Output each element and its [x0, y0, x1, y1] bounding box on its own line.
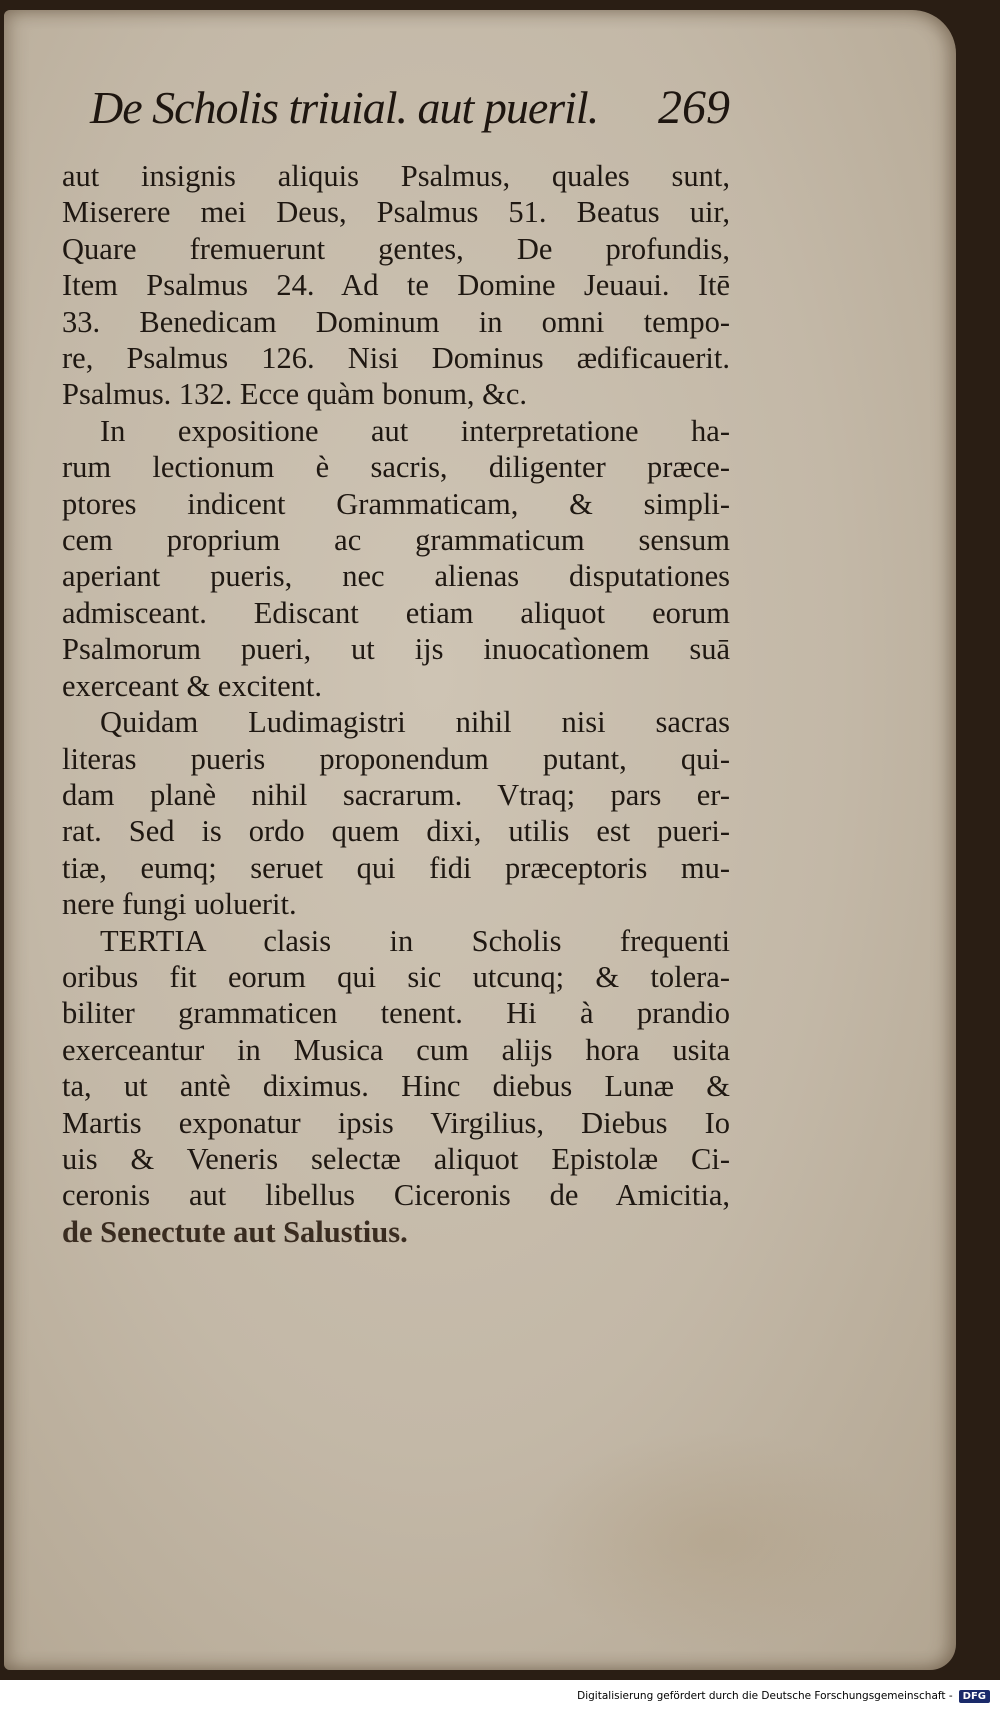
text-line: Quidam Ludimagistri nihil nisi sacras: [100, 705, 730, 740]
text-line: biliter grammaticen tenent. Hi à prandio: [62, 996, 730, 1031]
text-line: Quare fremuerunt gentes, De profundis,: [62, 231, 730, 266]
text-line: tiæ, eumq; seruet qui fidi præceptoris mu-: [62, 850, 730, 885]
running-title: De Scholis triuial. aut pueril.: [90, 82, 599, 133]
text-line: Psalmorum pueri, ut ijs inuocatìonem suā: [62, 632, 730, 667]
text-line: admisceant. Ediscant etiam aliquot eorum: [62, 595, 730, 630]
text-line: TERTIA clasis in Scholis frequenti: [100, 923, 730, 958]
page-number: 269: [658, 81, 730, 134]
text-line: nere fungi uoluerit.: [62, 887, 297, 922]
text-line: Miserere mei Deus, Psalmus 51. Beatus uir,: [62, 195, 730, 230]
digitization-footer: [0, 1682, 1000, 1710]
text-line: ceronis aut libellus Ciceronis de Amicitia,: [62, 1178, 730, 1213]
text-line: aut insignis aliquis Psalmus, quales sunt,: [62, 159, 730, 193]
text-line: aperiant pueris, nec alienas disputationes: [62, 559, 730, 594]
text-line: In expositione aut interpretatione ha-: [100, 413, 730, 448]
funding-notice: Digitalisierung gefördert durch die Deutsche Forschungsgemeinschaft -: [577, 1690, 953, 1702]
text-line: rum lectionum è sacris, diligenter præce-: [62, 450, 730, 485]
text-line: rat. Sed is ordo quem dixi, utilis est pueri-: [62, 814, 730, 849]
body-text: [62, 158, 730, 1250]
text-line: 33. Benedicam Dominum in omni tempo-: [62, 304, 730, 339]
text-line: oribus fit eorum qui sic utcunq; & tolera-: [62, 959, 730, 994]
text-line: re, Psalmus 126. Nisi Dominus ædificauerit.: [62, 341, 730, 376]
text-line: Item Psalmus 24. Ad te Domine Jeuaui. Itē: [62, 268, 730, 303]
text-line: ptores indicent Grammaticam, & simpli-: [62, 486, 730, 521]
text-line: uis & Veneris selectæ aliquot Epistolæ Ci-: [62, 1141, 730, 1176]
text-line: dam planè nihil sacrarum. Vtraq; pars er-: [62, 777, 730, 812]
paper-stain: [524, 1430, 904, 1650]
text-line: cem proprium ac grammaticum sensum: [62, 523, 730, 558]
page-header: [90, 80, 730, 150]
dfg-logo: DFG: [959, 1690, 990, 1703]
text-line: exerceant & excitent.: [62, 668, 322, 703]
text-line: exerceantur in Musica cum alijs hora usita: [62, 1032, 730, 1067]
text-line: Psalmus. 132. Ecce quàm bonum, &c.: [62, 377, 528, 412]
text-line: literas pueris proponendum putant, qui-: [62, 741, 730, 776]
text-line: Martis exponatur ipsis Virgilius, Diebus Io: [62, 1105, 730, 1140]
text-line: de Senectute aut Salustius.: [62, 1214, 408, 1249]
text-line: ta, ut antè diximus. Hinc diebus Lunæ &: [62, 1069, 730, 1104]
